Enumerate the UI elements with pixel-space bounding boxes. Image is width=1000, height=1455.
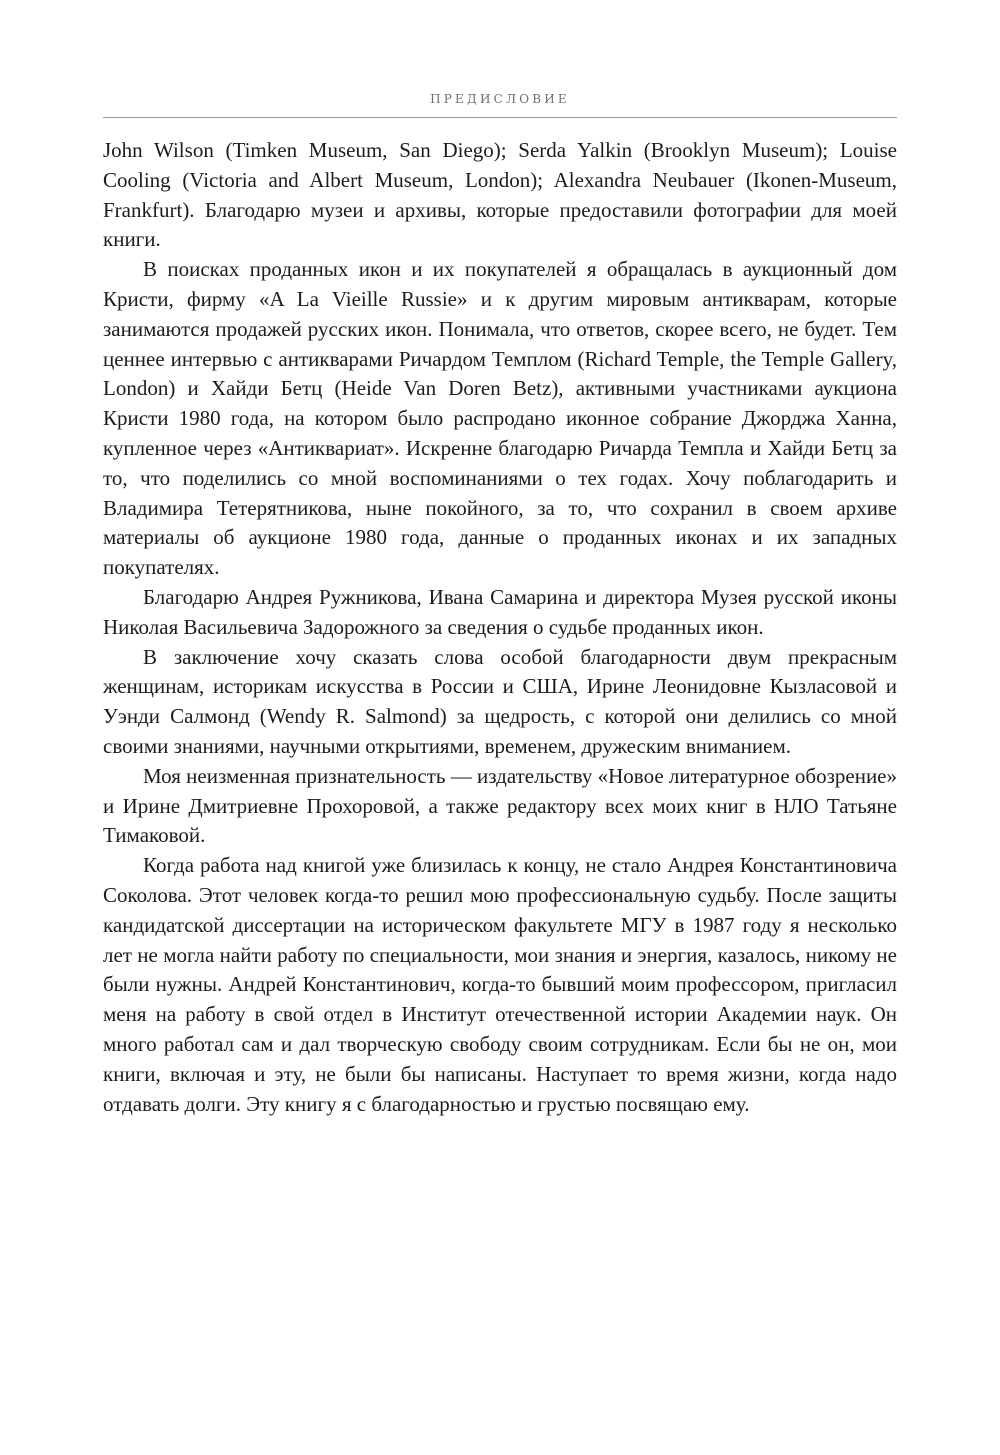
- paragraph-dedication: Когда работа над книгой уже близилась к концу, не стало Андрея Константиновича Соколова. Этот человек когда-то решил мою профессиональную судьбу. После защиты кандидатской диссертации на историческом факультете МГУ в 1987 году я несколько лет не могла найти работу по специальности, мои знания и энергия, казалось, никому не были нужны. Андрей Константинович, когда-то бывший моим профессором, пригласил меня на работу в свой отдел в Институт отечественной истории Академии наук. Он много работал сам и дал творческую свободу своим сотрудникам. Если бы не он, мои книги, включая и эту, не были бы написаны. Наступает то время жизни, когда надо отдавать долги. Эту книгу я с благодарностью и грустью посвящаю ему.: [103, 853, 897, 1116]
- paragraph-acknowledgment-museums: John Wilson (Timken Museum, San Diego); Serda Yalkin (Brooklyn Museum); Louise Cooling (Victoria and Albert Museum, London); Alexandra Neubauer (Ikonen-Museum, Frankfurt). Благодарю музеи и архивы, которые предоставили фотографии для моей книги.: [103, 138, 897, 252]
- running-head-title: ПРЕДИСЛОВИЕ: [430, 92, 570, 106]
- paragraph-auction-antiquarians: В поисках проданных икон и их покупателей я обращалась в аукционный дом Кристи, фирму «A La Vieille Russie» и к другим мировым антикварам, которые занимаются продажей русских икон. Понимала, что ответов, скорее всего, не будет. Тем ценнее интервью с антикварами Ричардом Темплом (Richard Temple, the Temple Gallery, London) и Хайди Бетц (Heide Van Doren Betz), активными участниками аукциона Кристи 1980 года, на котором было распродано иконное собрание Джорджа Ханна, купленное через «Антиквариат». Искренне благодарю Ричарда Темпла и Хайди Бетц за то, что поделились со мной воспоминаниями о тех годах. Хочу поблагодарить и Владимира Тетерятникова, ныне покойного, за то, что сохранил в своем архиве материалы об аукционе 1980 года, данные о проданных иконах и их западных покупателях.: [103, 257, 897, 580]
- paragraph-thanks-historians: В заключение хочу сказать слова особой благодарности двум прекрасным женщинам, историкам искусства в России и США, Ирине Леонидовне Кызласовой и Уэнди Салмонд (Wendy R. Salmond) за щедрость, с которой они делились со мной своими знаниями, научными открытиями, временем, дружеским вниманием.: [103, 644, 897, 758]
- paragraph-thanks-publisher: Моя неизменная признательность — издательству «Новое литературное обозрение» и Ирине Дмитриевне Прохоровой, а также редактору всех моих книг в НЛО Татьяне Тимаковой.: [103, 763, 897, 848]
- body-text: [103, 136, 897, 1119]
- paragraph-thanks-collectors: Благодарю Андрея Ружникова, Ивана Самарина и директора Музея русской иконы Николая Васильевича Задорожного за сведения о судьбе проданных икон.: [103, 584, 897, 639]
- header-divider: [103, 117, 897, 118]
